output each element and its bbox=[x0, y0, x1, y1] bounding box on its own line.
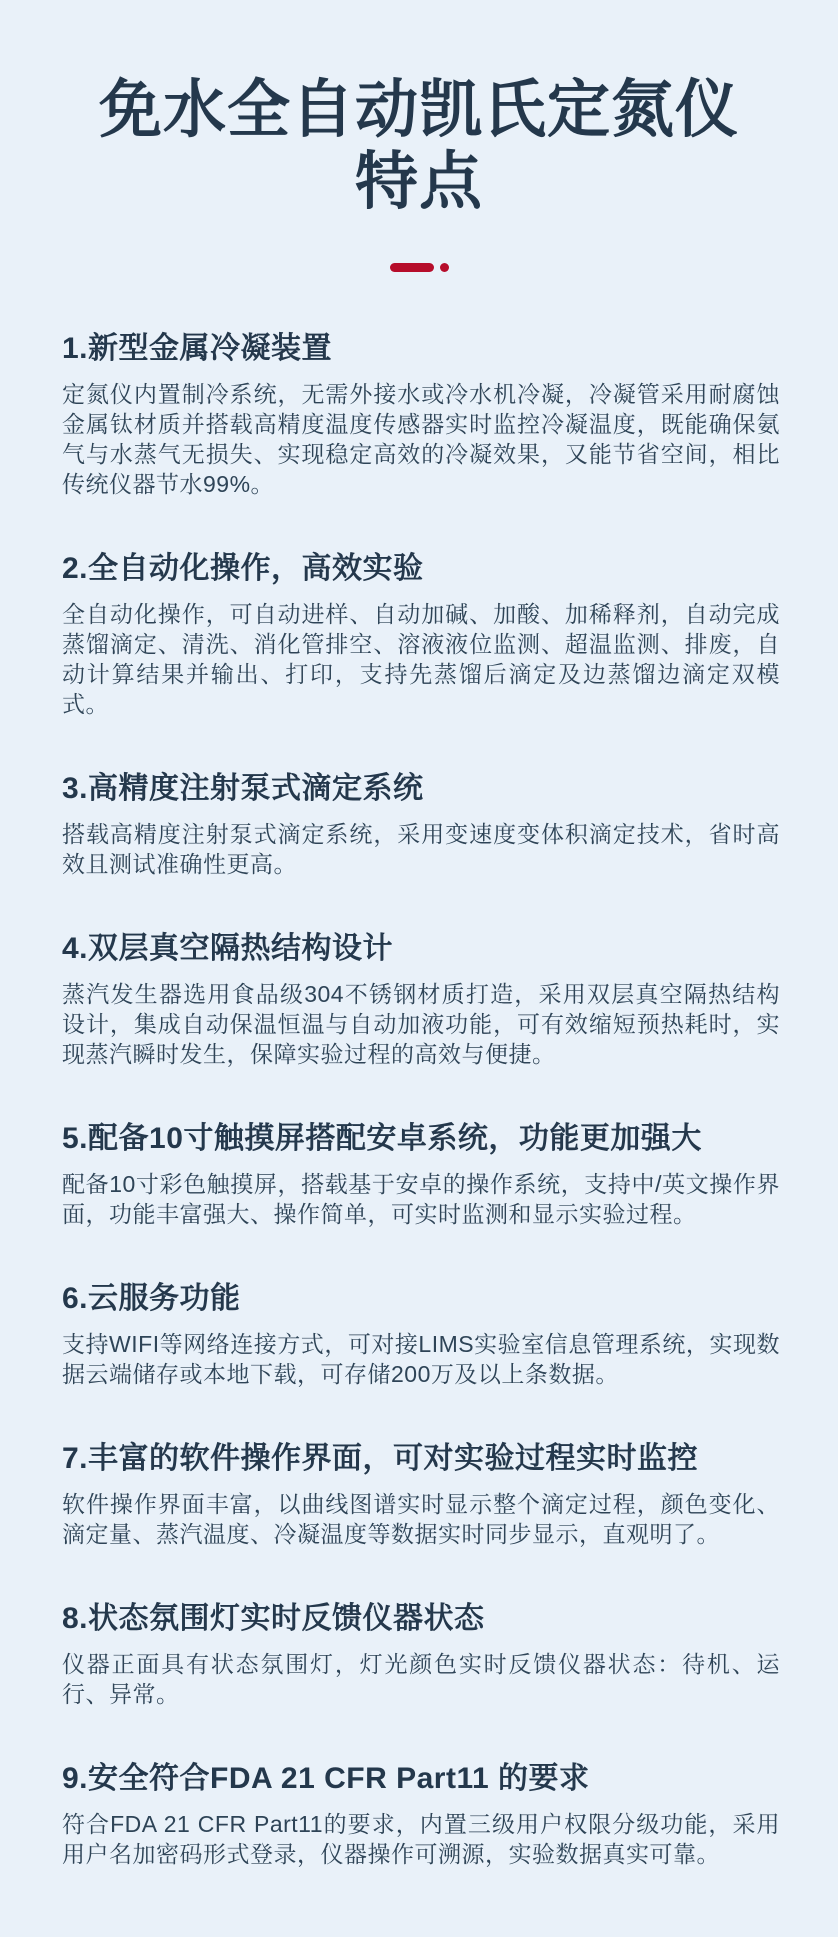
feature-heading: 2.全自动化操作，高效实验 bbox=[62, 552, 424, 585]
feature-body: 符合FDA 21 CFR Part11的要求，内置三级用户权限分级功能，采用用户名加密码形式登录，仪器操作可溯源，实验数据真实可靠。 bbox=[62, 1811, 780, 1867]
feature-section-4 bbox=[62, 931, 780, 1069]
feature-body: 软件操作界面丰富，以曲线图谱实时显示整个滴定过程，颜色变化、滴定量、蒸汽温度、冷凝温度等数据实时同步显示，直观明了。 bbox=[62, 1491, 780, 1547]
feature-section-1 bbox=[62, 331, 780, 499]
feature-section-9 bbox=[62, 1761, 780, 1869]
divider-dot-icon bbox=[440, 263, 449, 272]
divider-bar-icon bbox=[390, 263, 434, 272]
feature-body: 蒸汽发生器选用食品级304不锈钢材质打造，采用双层真空隔热结构设计，集成自动保温恒温与自动加液功能，可有效缩短预热耗时，实现蒸汽瞬时发生，保障实验过程的高效与便捷。 bbox=[62, 981, 780, 1067]
feature-heading: 7.丰富的软件操作界面，可对实验过程实时监控 bbox=[62, 1442, 699, 1475]
feature-heading: 1.新型金属冷凝装置 bbox=[62, 332, 333, 365]
page-title-line1: 免水全自动凯氏定氮仪 bbox=[99, 75, 739, 145]
feature-section-3 bbox=[62, 771, 780, 879]
feature-body: 搭载高精度注射泵式滴定系统，采用变速度变体积滴定技术，省时高效且测试准确性更高。 bbox=[62, 821, 780, 877]
feature-body: 全自动化操作，可自动进样、自动加碱、加酸、加稀释剂，自动完成蒸馏滴定、清洗、消化管排空、溶液液位监测、超温监测、排废，自动计算结果并输出、打印，支持先蒸馏后滴定及边蒸馏边滴定双模式。 bbox=[62, 601, 780, 717]
feature-section-8 bbox=[62, 1601, 780, 1709]
feature-section-2 bbox=[62, 551, 780, 719]
feature-body: 配备10寸彩色触摸屏，搭载基于安卓的操作系统，支持中/英文操作界面，功能丰富强大、操作简单，可实时监测和显示实验过程。 bbox=[62, 1171, 780, 1227]
title-divider bbox=[0, 263, 838, 272]
feature-section-7 bbox=[62, 1441, 780, 1549]
feature-list bbox=[0, 272, 838, 1937]
feature-heading: 4.双层真空隔热结构设计 bbox=[62, 932, 394, 965]
page-title-line2: 特点 bbox=[355, 147, 483, 217]
feature-heading: 5.配备10寸触摸屏搭配安卓系统，功能更加强大 bbox=[62, 1122, 702, 1155]
feature-heading: 3.高精度注射泵式滴定系统 bbox=[62, 772, 424, 805]
feature-section-5 bbox=[62, 1121, 780, 1229]
hero-header bbox=[0, 0, 838, 272]
feature-body: 支持WIFI等网络连接方式，可对接LIMS实验室信息管理系统，实现数据云端储存或本地下载，可存储200万及以上条数据。 bbox=[62, 1331, 780, 1387]
feature-section-6 bbox=[62, 1281, 780, 1389]
feature-body: 定氮仪内置制冷系统，无需外接水或冷水机冷凝，冷凝管采用耐腐蚀金属钛材质并搭载高精度温度传感器实时监控冷凝温度，既能确保氨气与水蒸气无损失、实现稳定高效的冷凝效果，又能节省空间，相比传统仪器节水99%。 bbox=[62, 381, 780, 497]
feature-heading: 8.状态氛围灯实时反馈仪器状态 bbox=[62, 1602, 485, 1635]
page-title bbox=[0, 74, 838, 218]
feature-body: 仪器正面具有状态氛围灯，灯光颜色实时反馈仪器状态：待机、运行、异常。 bbox=[62, 1651, 780, 1707]
feature-heading: 6.云服务功能 bbox=[62, 1282, 241, 1315]
feature-heading: 9.安全符合FDA 21 CFR Part11 的要求 bbox=[62, 1762, 590, 1795]
